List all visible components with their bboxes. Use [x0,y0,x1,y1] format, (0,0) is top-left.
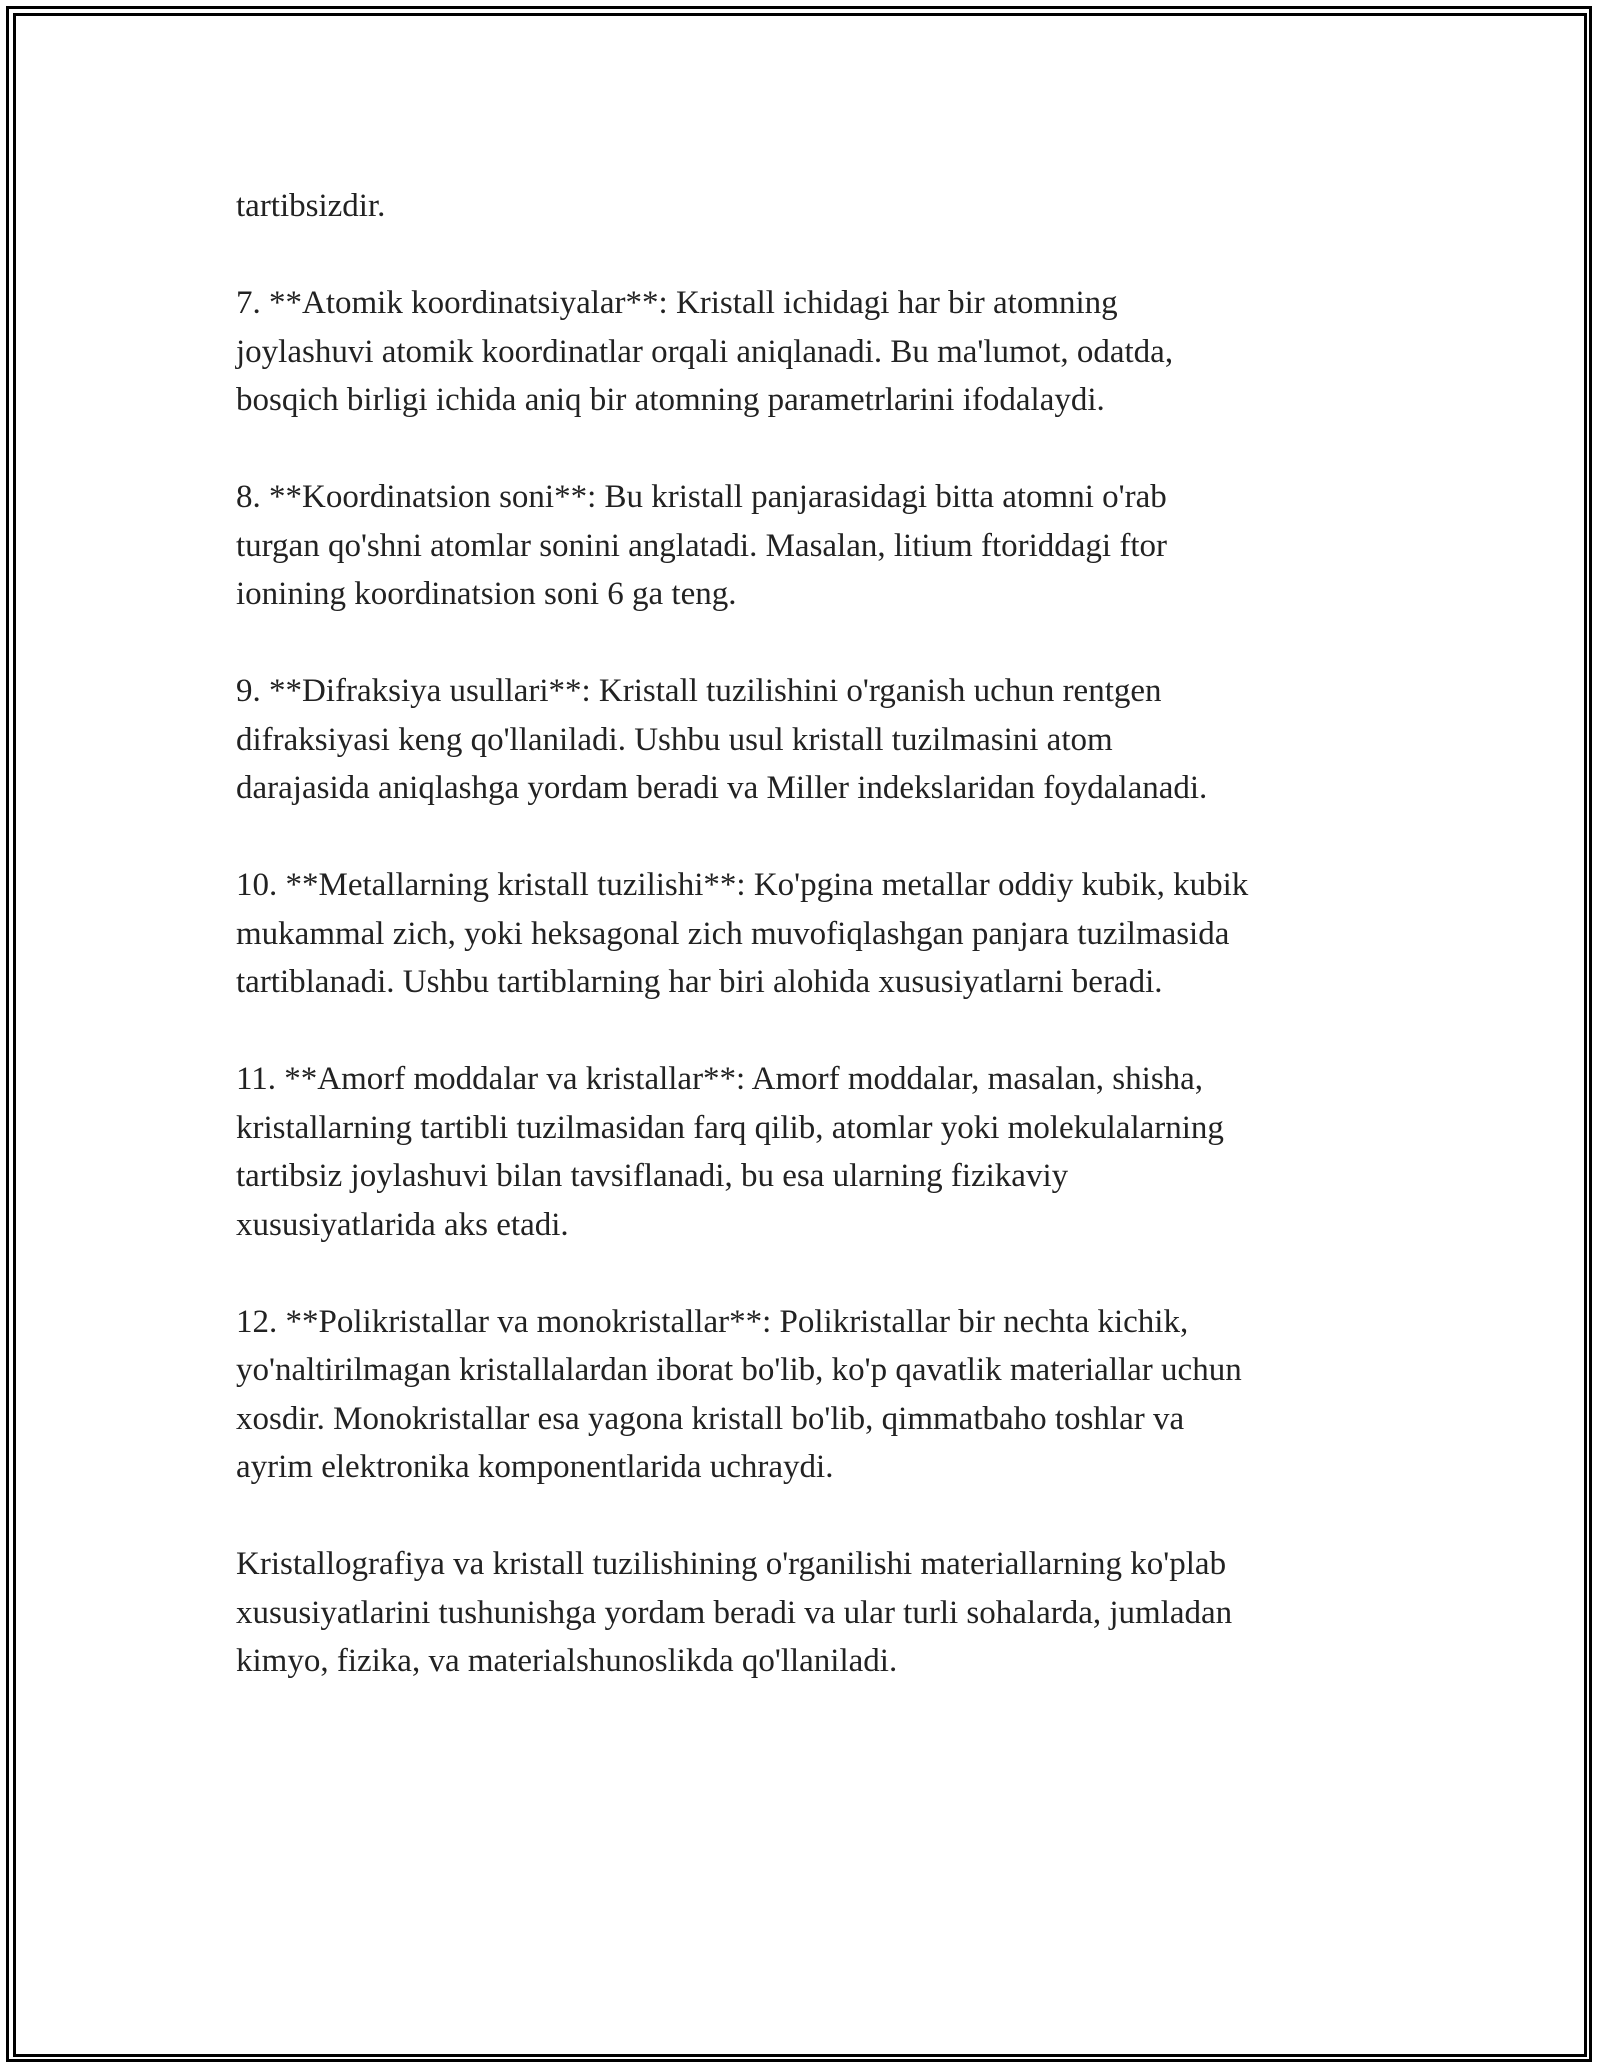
paragraph-conclusion: Kristallografiya va kristall tuzilishining o'rganilishi materiallarning ko'plab xususiyatlarini tushunishga yordam beradi va ular turli sohalarda, jumladan kimyo, fizika, va materialshunoslikda qo'llaniladi. [236,1546,1233,1679]
paragraph-coordination-number: 8. **Koordinatsion soni**: Bu kristall panjarasidagi bitta atomni o'rab turgan qo'shni atomlar sonini anglatadi. Masalan, litium ftoriddagi ftor ionining koordinatsion soni 6 ga teng. [236,479,1167,612]
paragraph-amorphous-materials: 11. **Amorf moddalar va kristallar**: Amorf moddalar, masalan, shisha, kristallarning tartibli tuzilmasidan farq qilib, atomlar yoki molekulalarning tartibsiz joylashuvi bilan tavsiflanadi, bu esa ularning fizikaviy xususiyatlarida aks etadi. [236,1061,1224,1243]
paragraph-metal-crystal-structure: 10. **Metallarning kristall tuzilishi**: Ko'pgina metallar oddiy kubik, kubik mukammal zich, yoki heksagonal zich muvofiqlashgan panjara tuzilmasida tartiblanadi. Ushbu tartiblarning har biri alohida xususiyatlarni beradi. [236,867,1249,1000]
paragraph-continuation: tartibsizdir. [236,188,386,224]
paragraph-atomic-coordinates: 7. **Atomik koordinatsiyalar**: Kristall ichidagi har bir atomning joylashuvi atomik koordinatlar orqali aniqlanadi. Bu ma'lumot, odatda, bosqich birligi ichida aniq bir atomning parametrlarini ifodalaydi. [236,285,1174,418]
paragraph-polycrystals: 12. **Polikristallar va monokristallar**: Polikristallar bir nechta kichik, yo'naltirilmagan kristallalardan iborat bo'lib, ko'p qavatlik materiallar uchun xosdir. Monokristallar esa yagona kristall bo'lib, qimmatbaho toshlar va ayrim elektronika komponentlarida uchraydi. [236,1303,1242,1485]
paragraph-diffraction-methods: 9. **Difraksiya usullari**: Kristall tuzilishini o'rganish uchun rentgen difraksiyasi keng qo'llaniladi. Ushbu usul kristall tuzilmasini atom darajasida aniqlashga yordam beradi va Miller indekslaridan foydalanadi. [236,673,1208,806]
document-body [236,182,1366,1734]
